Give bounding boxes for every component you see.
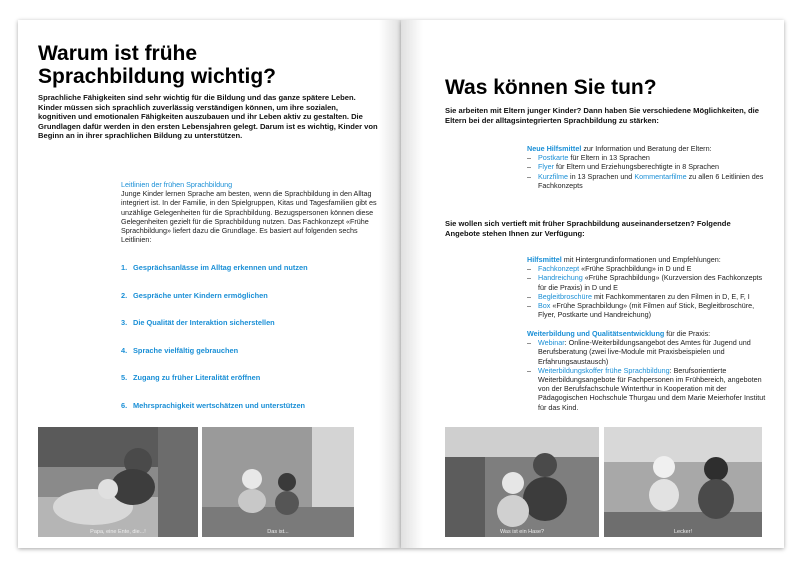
photo-caption: Papa, eine Ente, die...! — [90, 529, 146, 535]
list-item: – Flyer für Eltern und Erziehungsberechtigte in 8 Sprachen — [527, 162, 769, 171]
gutter-shadow — [401, 20, 423, 548]
guideline-item: 4. Sprache vielfältig gebrauchen — [121, 345, 239, 355]
info-tools-block: Neue Hilfsmittel zur Information und Beratung der Eltern: – Postkarte für Eltern in 13 Sprachen – Flyer für Eltern und Erziehungsberechtigte in 8 Sprachen – Kurzfilme in 13 Sprachen und Kommentarfilme zu allen 6 Leitlinien des Fachkonzepts — [527, 144, 769, 190]
photo-caption: Lecker! — [673, 529, 693, 535]
list-item: – Kurzfilme in 13 Sprachen und Kommentarfilme zu allen 6 Leitlinien des Fachkonzepts — [527, 172, 769, 190]
guideline-item: 2. Gespräche unter Kindern ermöglichen — [121, 290, 268, 300]
left-page — [18, 20, 401, 548]
info-tools-list — [527, 153, 769, 190]
gutter-shadow — [379, 20, 401, 548]
guideline-item: 3. Die Qualität der Interaktion sicherstellen — [121, 318, 275, 327]
guidelines-intro — [121, 180, 383, 244]
right-lead-paragraph-2: Sie wollen sich vertieft mit früher Sprachbildung auseinandersetzen? Folgende Angebote stehen Ihnen zur Verfügung: — [445, 219, 731, 238]
guideline-item: 1. Gesprächsanlässe im Alltag erkennen und nutzen — [121, 263, 308, 272]
photo-caption: Das ist... — [267, 529, 289, 535]
photo-mother-child-eating — [604, 427, 762, 537]
list-item: – Webinar: Online-Weiterbildungsangebot des Amtes für Jugend und Berufsberatung (zwei live-Module mit Praxisbeispielen und Erfahrungsaustausch) — [527, 338, 769, 366]
list-item: – Fachkonzept «Frühe Sprachbildung» in D und E — [527, 264, 769, 273]
list-item: – Postkarte für Eltern in 13 Sprachen — [527, 153, 769, 162]
guidelines-list — [121, 263, 381, 428]
right-page — [401, 20, 784, 548]
guideline-item: 5. Zugang zu früher Literalität eröffnen — [121, 373, 261, 382]
guidelines-subheading: Leitlinien der frühen Sprachbildung — [121, 180, 233, 189]
training-list — [527, 338, 769, 412]
photo-parent-baby — [38, 427, 198, 537]
resources-block: Hilfsmittel mit Hintergrundinformationen und Empfehlungen: – Fachkonzept «Frühe Sprachbildung» in D und E – Handreichung «Frühe Sprachbildung» (Kurzversion des Fachkonzepts für die Praxis) in D und E – Begleitbroschüre mit Fachkommentaren zu den Filmen in D, E, F, I – Box «Frühe Sprachbildung» (mit Filmen auf Stick, Begleitbroschüre, Flyer, Postkarte und Handreichung) — [527, 255, 769, 319]
guideline-item: 6. Mehrsprachigkeit wertschätzen und unterstützen — [121, 400, 306, 410]
list-item: – Begleitbroschüre mit Fachkommentaren zu den Filmen in D, E, F, I — [527, 292, 769, 301]
photo-caption: Was ist ein Hase? — [499, 529, 545, 535]
list-item: – Weiterbildungskoffer frühe Sprachbildung: Berufsorientierte Weiterbildungsangebote für Fachpersonen im Frühbereich, angeboten von der Berufsfachschule Winterthur in Kooperation mit der Pädagogischen Hochschule Thurgau und dem Marie Meierhofer Institut für das Kind. — [527, 366, 769, 412]
photo-father-child-train — [445, 427, 599, 537]
photo-children-playing — [202, 427, 354, 537]
resources-list — [527, 264, 769, 319]
right-page-title: Was können Sie tun? — [445, 76, 657, 99]
left-lead-paragraph: Sprachliche Fähigkeiten sind sehr wichtig für die Bildung und das ganze spätere Leben. Kinder müssen sich sprachlich zuverlässig verständigen können, um ihre sozialen, kognitiven und emotionalen Fähigkeiten auszubauen und ihr Leben aktiv zu gestalten. Die Grundlagen dafür werden in den ersten Lebensjahren gelegt. Darum ist es wichtig, Kinder von Beginn an in ihrer sprachlichen Bildung zu unterstützen. — [38, 93, 378, 141]
list-item: – Handreichung «Frühe Sprachbildung» (Kurzversion des Fachkonzepts für die Praxis) in D und E — [527, 273, 769, 291]
brochure-spread — [18, 20, 784, 548]
training-block: Weiterbildung und Qualitätsentwicklung für die Praxis: – Webinar: Online-Weiterbildungsangebot des Amtes für Jugend und Berufsberatung (zwei live-Module mit Praxisbeispielen und Erfahrungsaustausch) – Weiterbildungskoffer frühe Sprachbildung: Berufsorientierte Weiterbildungsangebote für Fachpersonen im Frühbereich, angeboten von der Berufsfachschule Winterthur in Kooperation mit der Pädagogischen Hochschule Thurgau und dem Marie Meierhofer Institut für das Kind. — [527, 329, 769, 412]
left-page-title: Warum ist frühe Sprachbildung wichtig? — [38, 42, 276, 88]
list-item: – Box «Frühe Sprachbildung» (mit Filmen auf Stick, Begleitbroschüre, Flyer, Postkarte und Handreichung) — [527, 301, 769, 319]
right-lead-paragraph-1: Sie arbeiten mit Eltern junger Kinder? Dann haben Sie verschiedene Möglichkeiten, die Eltern bei der alltagsintegrierten Sprachbildung zu stärken: — [445, 106, 759, 125]
guidelines-body: Junge Kinder lernen Sprache am besten, wenn die Sprachbildung in den Alltag integriert ist. In der Familie, in den Spielgruppen, Kitas und Tagesfamilien gibt es unzählige Gelegenheiten für die Sprachbildung. Bezugspersonen können diese Gelegenheiten gezielt für die Sprachbildung nutzen. Das Fachkonzept «Frühe Sprachbildung» liefert dazu die Grundlage. Es basiert auf folgenden sechs Leitlinien: — [121, 189, 377, 245]
